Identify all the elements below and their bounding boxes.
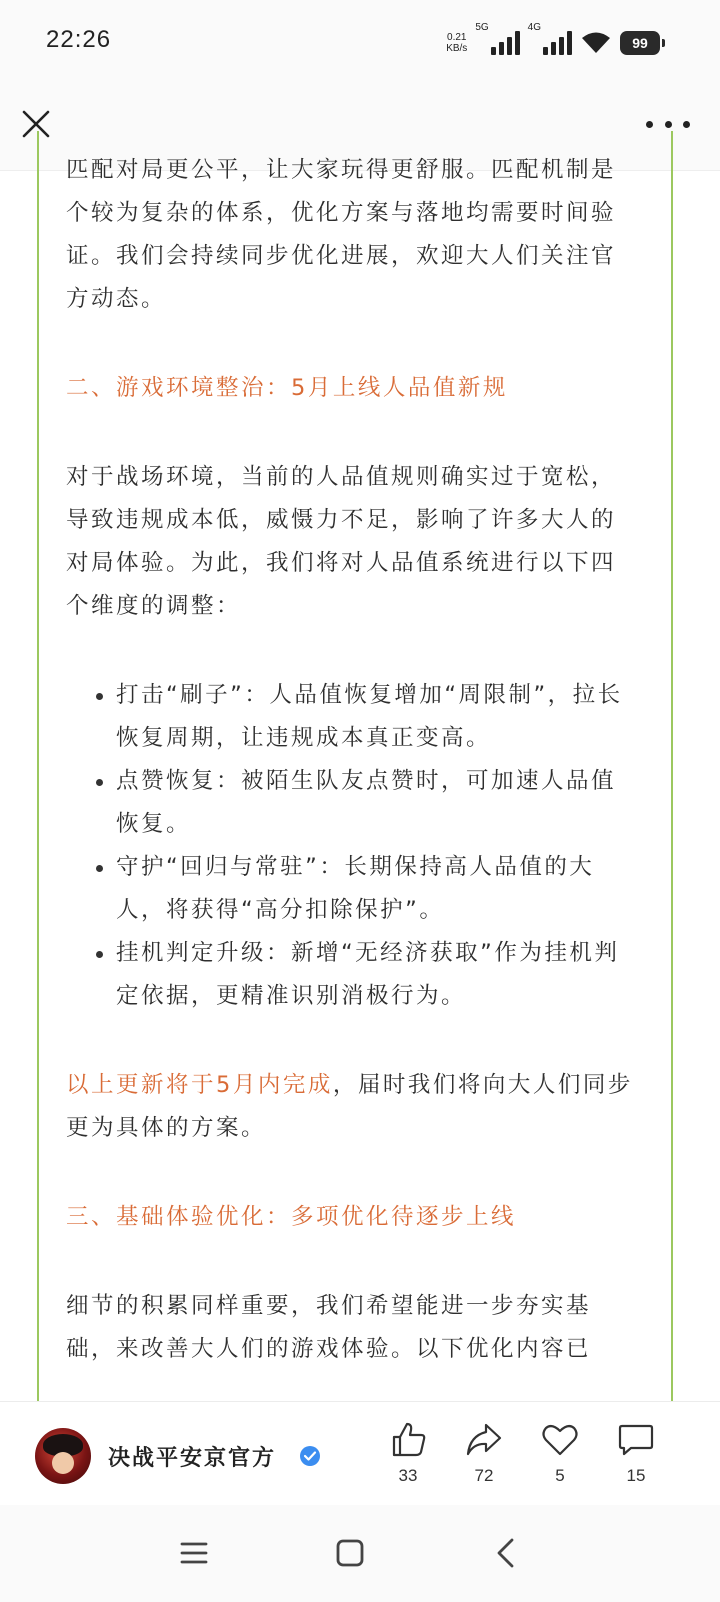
update-paragraph	[66, 1064, 640, 1150]
home-button[interactable]	[330, 1533, 370, 1573]
status-icons	[446, 22, 660, 60]
comment-button[interactable]	[606, 1420, 666, 1486]
favorite-count: 5	[555, 1466, 565, 1485]
like-count: 33	[398, 1466, 418, 1485]
avatar[interactable]	[35, 1428, 91, 1484]
status-bar	[0, 0, 720, 86]
section2-heading: 二、游戏环境整治：5月上线人品值新规	[66, 375, 508, 401]
article-body	[66, 149, 640, 1371]
list-item: 打击“刷子”：人品值恢复增加“周限制”，拉长恢复周期，让违规成本真正变高。	[116, 674, 640, 760]
comment-count: 15	[626, 1466, 646, 1485]
list-item: 挂机判定升级：新增“无经济获取”作为挂机判定依据，更精准识别消极行为。	[116, 932, 640, 1018]
network-speed	[446, 32, 467, 54]
network-speed-value: 0.21	[447, 32, 467, 43]
share-arrow-icon	[464, 1420, 504, 1460]
more-dot-icon	[665, 121, 672, 128]
wifi-icon	[580, 31, 612, 55]
section3-paragraph: 细节的积累同样重要，我们希望能进一步夯实基础，来改善大人们的游戏体验。以下优化内容已	[66, 1293, 592, 1362]
more-dot-icon	[683, 121, 690, 128]
comment-icon	[616, 1420, 656, 1460]
list-item: 守护“回归与常驻”：长期保持高人品值的大人，将获得“高分扣除保护”。	[116, 846, 640, 932]
network-speed-unit: KB/s	[446, 43, 468, 54]
signal-icon	[491, 31, 520, 55]
back-button[interactable]	[486, 1533, 526, 1573]
share-count: 72	[474, 1466, 494, 1485]
rule-list	[66, 674, 640, 1018]
list-item: 点赞恢复：被陌生队友点赞时，可加速人品值恢复。	[116, 760, 640, 846]
bottom-bar	[0, 1401, 720, 1506]
section2-paragraph: 对于战场环境，当前的人品值规则确实过于宽松，导致违规成本低，威慑力不足，影响了许多大人的对局体验。为此，我们将对人品值系统进行以下四个维度的调整：	[66, 464, 617, 619]
square-home-icon	[330, 1533, 370, 1573]
menu-button[interactable]	[174, 1533, 214, 1573]
system-nav-bar	[0, 1505, 720, 1602]
like-button[interactable]	[378, 1420, 438, 1486]
article-viewport[interactable]	[0, 157, 720, 1401]
more-dot-icon	[646, 121, 653, 128]
section3-heading: 三、基础体验优化：多项优化待逐步上线	[66, 1204, 517, 1230]
favorite-button[interactable]	[530, 1420, 590, 1486]
account-name[interactable]: 决战平安京官方	[108, 1446, 277, 1471]
thumbs-up-icon	[388, 1420, 428, 1460]
network-type-2: 4G	[527, 22, 541, 33]
heart-icon	[540, 1420, 580, 1460]
verified-icon	[300, 1446, 320, 1466]
battery-icon: 99	[620, 31, 660, 55]
signal-icon-2	[543, 31, 572, 55]
status-time: 22:26	[46, 26, 112, 53]
menu-icon	[174, 1533, 214, 1573]
intro-paragraph: 匹配对局更公平，让大家玩得更舒服。匹配机制是个较为复杂的体系，优化方案与落地均需要时间验证。我们会持续同步优化进展，欢迎大人们关注官方动态。	[66, 157, 617, 312]
update-rest: ，届时我们将向大人们同步更为具体的方案。	[66, 1072, 633, 1141]
update-highlight: 以上更新将于5月内完成	[66, 1072, 333, 1098]
share-button[interactable]	[454, 1420, 514, 1486]
network-type-1: 5G	[475, 22, 489, 33]
back-chevron-icon	[486, 1533, 526, 1573]
